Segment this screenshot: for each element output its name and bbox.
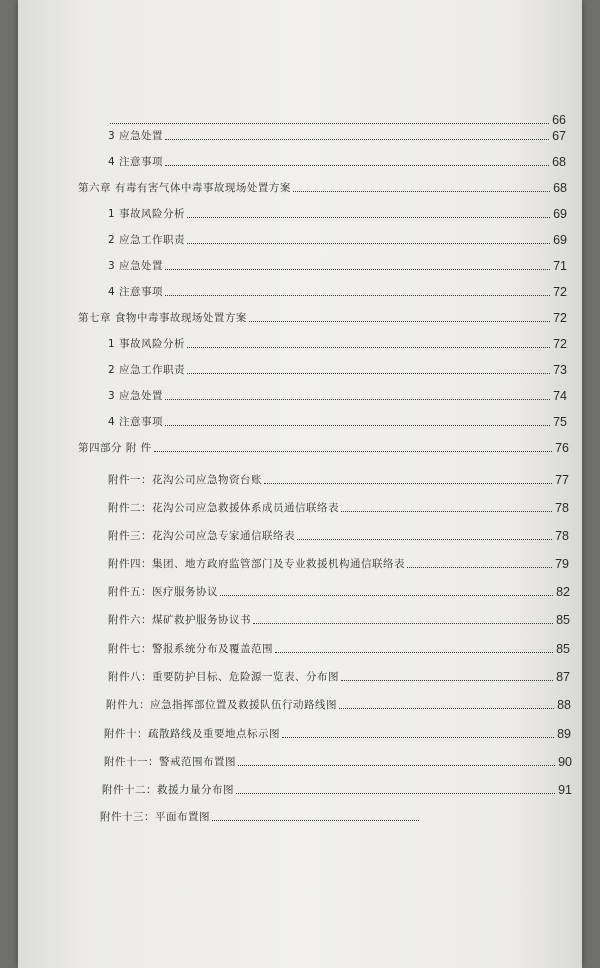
dot-leader: [275, 652, 553, 653]
dot-leader: [264, 483, 552, 484]
dot-leader: [165, 269, 550, 270]
toc-entry-page: 91: [558, 783, 572, 797]
dot-leader: [282, 737, 554, 738]
toc-entry-page: 66: [552, 113, 566, 127]
dot-leader: [249, 321, 550, 322]
toc-entry: [108, 331, 567, 351]
toc-entry-label: 1 事故风险分析: [108, 208, 186, 220]
dot-leader: [212, 820, 419, 821]
toc-entry-label: 3 应急处置: [108, 390, 164, 402]
dot-leader: [187, 243, 550, 244]
table-of-contents: [18, 0, 582, 968]
toc-entry: [78, 435, 569, 455]
toc-entry: [108, 523, 569, 543]
toc-entry-page: 76: [555, 441, 569, 455]
toc-entry-page: 79: [555, 557, 569, 571]
toc-entry: [108, 636, 570, 656]
toc-entry: [108, 551, 569, 571]
toc-entry-page: 72: [553, 285, 567, 299]
toc-entry: [108, 495, 569, 515]
toc-entry: [78, 305, 567, 325]
dot-leader: [165, 399, 550, 400]
toc-entry: [108, 579, 570, 599]
toc-entry: [108, 279, 567, 299]
toc-entry-label: 附件十三：平面布置图: [100, 811, 210, 823]
toc-entry: [108, 607, 570, 627]
dot-leader: [238, 765, 555, 766]
toc-entry-label: 第七章 食物中毒事故现场处置方案: [78, 312, 247, 324]
document-page: [18, 0, 582, 968]
toc-entry: [78, 175, 567, 195]
toc-entry-page: 77: [555, 473, 569, 487]
dot-leader: [297, 539, 552, 540]
dot-leader: [165, 139, 549, 140]
toc-entry: [108, 409, 567, 429]
toc-entry-label: 3 应急处置: [108, 260, 164, 272]
toc-entry-label: 附件十二：救援力量分布图: [102, 784, 234, 796]
toc-entry-label: 附件一：花沟公司应急物资台账: [108, 474, 262, 486]
toc-entry: [108, 253, 567, 273]
toc-entry: [100, 804, 422, 824]
toc-entry-label: 附件五：医疗服务协议: [108, 586, 218, 598]
dot-leader: [407, 567, 552, 568]
toc-entry-page: 72: [553, 337, 567, 351]
toc-entry-label: 4 注意事项: [108, 156, 164, 168]
toc-entry-label: 2 应急工作职责: [108, 234, 186, 246]
toc-entry: [104, 721, 571, 741]
toc-entry: [108, 383, 567, 403]
dot-leader: [220, 595, 553, 596]
toc-entry-label: 第六章 有毒有害气体中毒事故现场处置方案: [78, 182, 291, 194]
toc-entry-label: 附件九：应急指挥部位置及救援队伍行动路线图: [106, 699, 337, 711]
toc-entry-label: 附件十一：警戒范围布置图: [104, 756, 236, 768]
toc-entry-label: 2 应急工作职责: [108, 364, 186, 376]
toc-entry-label: 附件二：花沟公司应急救援体系成员通信联络表: [108, 502, 339, 514]
dot-leader: [187, 347, 550, 348]
toc-entry-page: 87: [556, 670, 570, 684]
toc-entry-page: 89: [557, 727, 571, 741]
toc-entry: [108, 123, 566, 143]
toc-entry-label: 3 应急处置: [108, 130, 164, 142]
dot-leader: [165, 295, 550, 296]
toc-entry: [106, 692, 571, 712]
toc-entry: [108, 227, 567, 247]
toc-entry-page: 75: [553, 415, 567, 429]
toc-entry-label: 4 注意事项: [108, 286, 164, 298]
toc-entry-page: 90: [558, 755, 572, 769]
toc-entry-page: 71: [553, 259, 567, 273]
dot-leader: [341, 680, 553, 681]
dot-leader: [293, 191, 550, 192]
dot-leader: [187, 373, 550, 374]
toc-entry-page: 69: [553, 207, 567, 221]
toc-entry: [108, 664, 570, 684]
toc-entry-page: 72: [553, 311, 567, 325]
toc-entry-page: 78: [555, 529, 569, 543]
toc-entry: [108, 357, 567, 377]
toc-entry-label: 附件六：煤矿救护服务协议书: [108, 614, 251, 626]
toc-entry-page: 73: [553, 363, 567, 377]
toc-entry-page: 69: [553, 233, 567, 247]
toc-entry-page: 68: [552, 155, 566, 169]
toc-entry: [102, 777, 572, 797]
toc-entry-page: 74: [553, 389, 567, 403]
toc-entry-page: 78: [555, 501, 569, 515]
toc-entry-page: 85: [556, 642, 570, 656]
toc-entry-label: 第四部分 附 件: [78, 442, 152, 454]
dot-leader: [187, 217, 550, 218]
toc-entry: [108, 467, 569, 487]
dot-leader: [154, 451, 552, 452]
toc-entry-page: 82: [556, 585, 570, 599]
toc-entry-label: 附件八：重要防护目标、危险源一览表、分布图: [108, 671, 339, 683]
toc-entry-page: 68: [553, 181, 567, 195]
toc-entry-page: 67: [552, 129, 566, 143]
toc-entry-label: 1 事故风险分析: [108, 338, 186, 350]
dot-leader: [339, 708, 554, 709]
toc-entry-label: 附件四：集团、地方政府监管部门及专业救援机构通信联络表: [108, 558, 405, 570]
dot-leader: [165, 425, 550, 426]
toc-entry-page: 88: [557, 698, 571, 712]
toc-entry-label: 附件十：疏散路线及重要地点标示图: [104, 728, 280, 740]
toc-entry: [108, 149, 566, 169]
toc-entry-label: 附件三：花沟公司应急专家通信联络表: [108, 530, 295, 542]
dot-leader: [236, 793, 555, 794]
dot-leader: [253, 623, 553, 624]
toc-entry: [108, 201, 567, 221]
dot-leader: [165, 165, 549, 166]
toc-entry-label: 附件七：警报系统分布及覆盖范围: [108, 643, 273, 655]
toc-entry: [104, 749, 572, 769]
toc-entry-page: 85: [556, 613, 570, 627]
dot-leader: [341, 511, 552, 512]
toc-entry-label: 4 注意事项: [108, 416, 164, 428]
